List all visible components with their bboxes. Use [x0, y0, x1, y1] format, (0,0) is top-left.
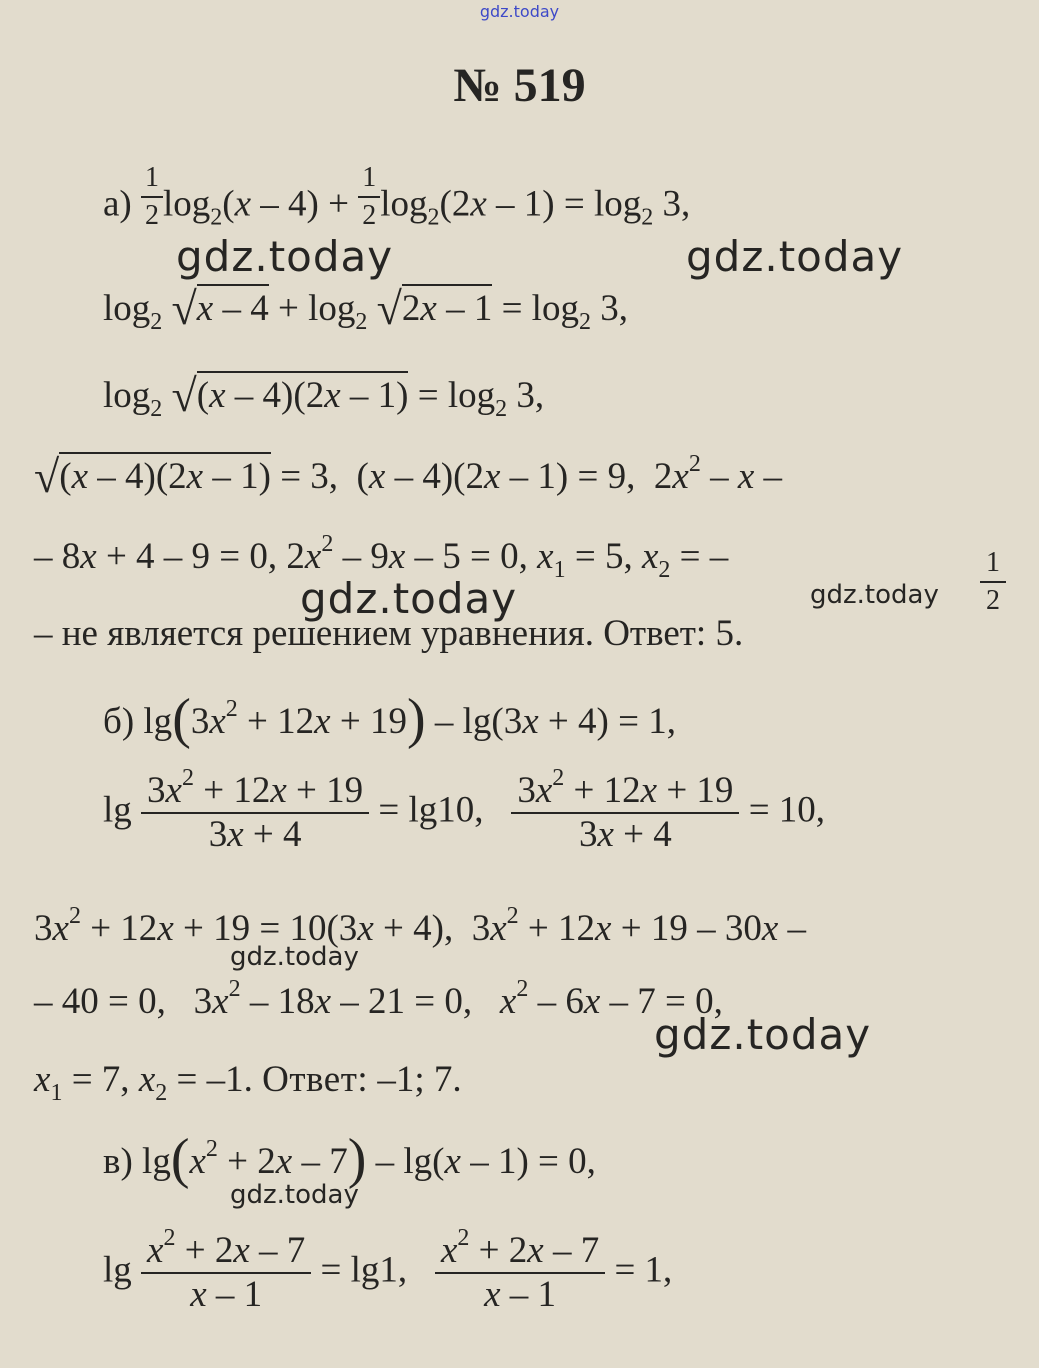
part-v-label: в) [103, 1141, 133, 1182]
minus-half-fraction: $\frac{1}{2}$ [980, 545, 1006, 619]
equation-a-line-4: √(x – 4)(2x – 1) = 3, (x – 4)(2x – 1) = 9, $2x^2$ – x – [34, 451, 782, 502]
watermark-overlay: gdz.today [654, 1010, 872, 1059]
equation-a-line-5: – 8x + 4 – 9 = 0, $2x^2 - 9x - 5 = 0$, $x_1 = 5$, $x_2$ = – [34, 531, 729, 583]
equation-b-line-5: $x_1 = 7$, $x_2 = -1$. Ответ: –1; 7. [34, 1059, 462, 1106]
equation-b-line-3: $3x^2 + 12x + 19 = 10(3x + 4)$, $3x^2 + 12x + 19 - 30x$ – [34, 903, 807, 949]
answer-value-b: –1; 7. [377, 1059, 462, 1100]
equation-a-line-2: $\log_2 √x - 4 + \log_2 √2x - 1 = \log_2 3$, [103, 283, 628, 335]
watermark-overlay: gdz.today [300, 574, 518, 623]
watermark-overlay: gdz.today [176, 232, 394, 281]
equation-v-line-1: в) $\lg(x^2 + 2x - 7) - \lg(x - 1) = 0$, [103, 1128, 596, 1190]
equation-a-line-1: а) $\frac{1}{2}$ $\log_2(x - 4)$ + $\frac{1}{2}$ $\log_2(2x - 1) = \log_2 3$, [103, 162, 691, 231]
problem-number: № 519 [453, 59, 586, 112]
x2-prefix: = – [679, 536, 729, 577]
equation-v-line-2: lg $\frac{x^2 + 2x - 7}{x - 1}$ = lg1, $\frac{x^2 + 2x - 7}{x - 1}$ = 1, [103, 1225, 673, 1315]
watermark-header[interactable]: gdz.today [479, 2, 560, 21]
watermark-overlay: gdz.today [810, 580, 939, 610]
watermark-overlay: gdz.today [230, 1180, 359, 1210]
part-a-label: а) [103, 183, 132, 225]
part-b-label: б) [103, 701, 135, 742]
watermark-overlay: gdz.today [686, 232, 904, 281]
equation-b-line-2: lg $\frac{3x^2 + 12x + 19}{3x + 4}$ = lg10, $\frac{3x^2 + 12x + 19}{3x + 4}$ = 10, [103, 765, 826, 855]
equation-a-line-3: $\log_2 √(x - 4)(2x - 1) = \log_2 3$, [103, 370, 545, 422]
equation-b-line-4: – 40 = 0, $3x^2 - 18x - 21 = 0$, $x^2 - 6x - 7 = 0$, [34, 976, 723, 1022]
line6-dash: – [34, 613, 53, 654]
equation-b-line-1: б) $\lg(3x^2 + 12x + 19) - \lg(3x + 4) = 1$, [103, 688, 676, 750]
watermark-overlay: gdz.today [230, 942, 359, 972]
answer-label-b: Ответ: [262, 1059, 369, 1100]
not-solution-answer-a: не является решением уравнения. Ответ: 5. [61, 613, 744, 654]
